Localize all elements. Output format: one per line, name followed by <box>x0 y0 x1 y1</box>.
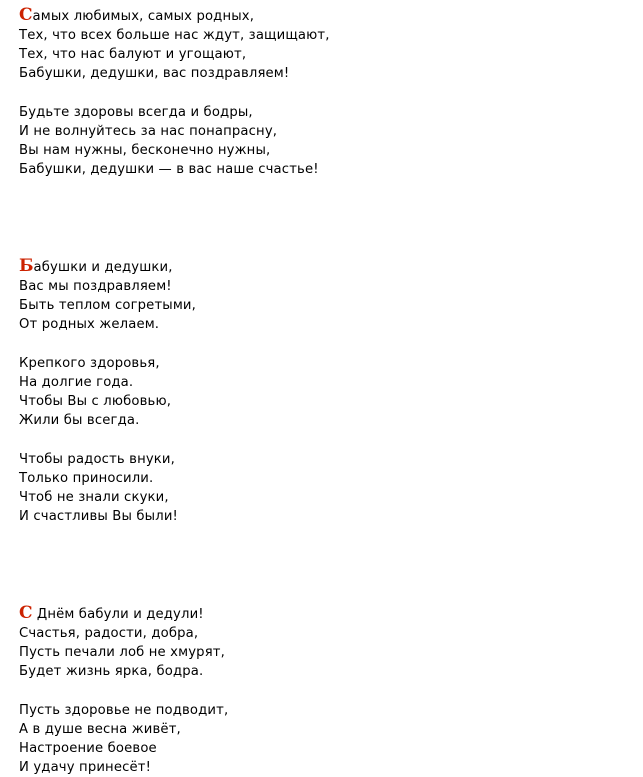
poem-2-stanza-3 <box>19 450 643 526</box>
poem-2-stanza-2 <box>19 354 643 430</box>
poem-line: Настроение боевое <box>19 741 157 756</box>
poem-3-stanza-2 <box>19 701 643 777</box>
poem-3 <box>19 604 643 777</box>
poem-2-stanza-1 <box>19 257 643 334</box>
poem-line: Вас мы поздравляем! <box>19 279 172 294</box>
poem-line: Чтоб не знали скуки, <box>19 490 169 505</box>
poem-line: И удачу принесёт! <box>19 760 152 775</box>
poem-1-stanza-2 <box>19 103 643 179</box>
poem-line: Крепкого здоровья, <box>19 356 160 371</box>
poem-line: На долгие года. <box>19 375 134 390</box>
poem-3-stanza-1 <box>19 604 643 681</box>
poem-line: А в душе весна живёт, <box>19 722 181 737</box>
poem-line: Будет жизнь ярка, бодра. <box>19 664 204 679</box>
poem-1-stanza-1 <box>19 6 643 83</box>
poem-line: Бабушки, дедушки, вас поздравляем! <box>19 66 290 81</box>
poem-line: Самых любимых, самых родных, <box>19 5 255 25</box>
poem-line: Бабушки и дедушки, <box>19 256 173 276</box>
poem-line: Пусть здоровье не подводит, <box>19 703 229 718</box>
poem-line: И счастливы Вы были! <box>19 509 178 524</box>
poem-line: Будьте здоровы всегда и бодры, <box>19 105 253 120</box>
poem-line: С Днём бабули и дедули! <box>19 603 204 623</box>
poems-page <box>19 6 643 777</box>
poem-line: Чтобы радость внуки, <box>19 452 175 467</box>
poem-line: Вы нам нужны, бесконечно нужны, <box>19 143 271 158</box>
dropcap-letter: С <box>19 5 33 25</box>
dropcap-letter: Б <box>19 256 34 276</box>
poem-line: Тех, что всех больше нас ждут, защищают, <box>19 28 330 43</box>
poem-line: От родных желаем. <box>19 317 160 332</box>
poem-line: Пусть печали лоб не хмурят, <box>19 645 225 660</box>
poem-line: Чтобы Вы с любовью, <box>19 394 172 409</box>
poem-line: Жили бы всегда. <box>19 413 140 428</box>
poem-1 <box>19 6 643 179</box>
poem-line: Счастья, радости, добра, <box>19 626 199 641</box>
poem-2 <box>19 257 643 526</box>
poem-line: И не волнуйтесь за нас понапрасну, <box>19 124 278 139</box>
poem-line: Только приносили. <box>19 471 154 486</box>
poem-line: Быть теплом согретыми, <box>19 298 196 313</box>
poem-line: Тех, что нас балуют и угощают, <box>19 47 247 62</box>
poem-line: Бабушки, дедушки — в вас наше счастье! <box>19 162 319 177</box>
dropcap-letter: С <box>19 603 33 623</box>
